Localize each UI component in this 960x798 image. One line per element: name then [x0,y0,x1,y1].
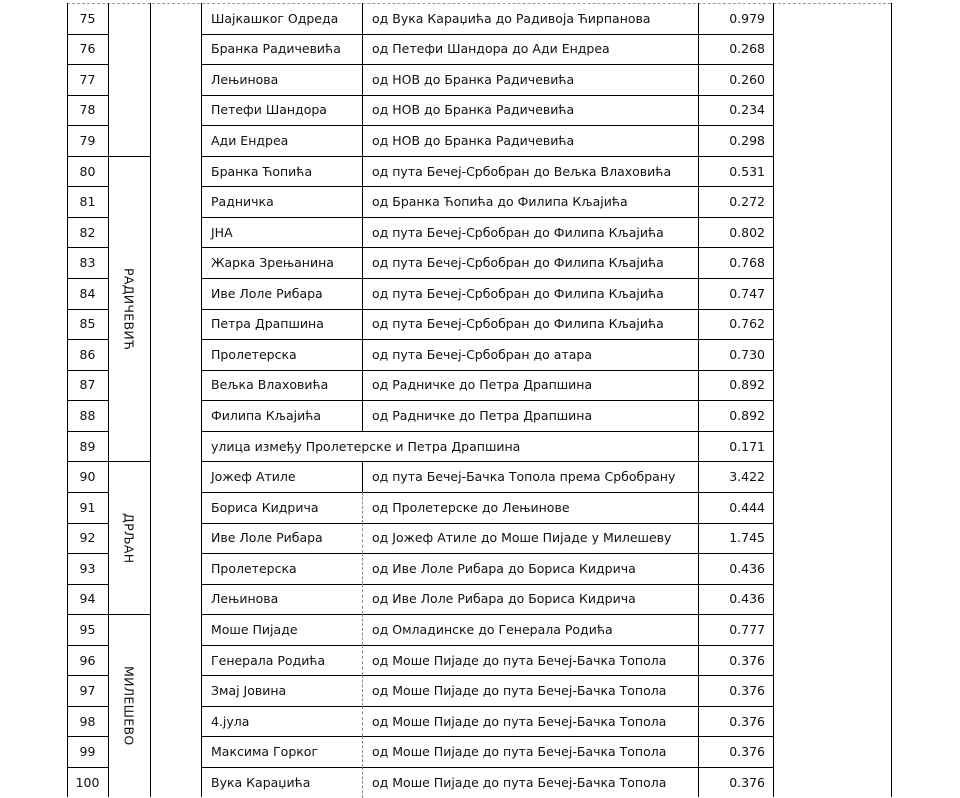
length-km: 0.436 [729,560,765,576]
street-name: Шајкашког Одреда [211,10,339,26]
row-number: 83 [79,255,96,271]
street-name: Лењинова [211,591,279,607]
street-section: од пута Бечеј-Србобран до Филипа Кљајића [372,255,664,271]
row-number: 75 [79,10,96,26]
length-km: 0.531 [729,163,765,179]
row-number: 84 [79,285,96,301]
street-name: Лењинова [211,71,279,87]
length-km: 0.376 [729,774,765,790]
row-number: 96 [79,652,96,668]
street-name: Бранка Радичевића [211,41,341,57]
row-number: 86 [79,346,96,362]
street-section: од НОВ до Бранка Радичевића [372,102,575,118]
length-km: 0.892 [729,408,765,424]
region-cell [108,614,150,797]
region-cell [108,461,150,614]
row-number: 88 [79,408,96,424]
length-km: 0.444 [729,499,765,515]
street-section: од пута Бечеј-Србобран до Вељка Влаховића [372,163,672,179]
length-km: 0.171 [729,438,765,454]
street-name: Максима Горког [211,744,319,760]
length-km: 0.376 [729,652,765,668]
street-name: Пролетерска [211,560,297,576]
street-name: Иве Лоле Рибара [211,285,323,301]
length-km: 0.260 [729,71,765,87]
length-km: 0.268 [729,41,765,57]
row-number: 92 [79,530,96,546]
region-cell [108,156,150,462]
length-km: 0.376 [729,713,765,729]
row-number: 78 [79,102,96,118]
street-name: Бориса Кидрича [211,499,319,515]
row-number: 85 [79,316,96,332]
region-label: ДРЉАН [121,512,137,563]
street-name: Ади Ендреа [211,133,289,148]
street-name: Петра Драпшина [211,316,324,332]
street-name: Жарка Зрењанина [211,255,334,271]
street-section: од Петефи Шандора до Ади Ендреа [372,41,610,57]
right-margin-rule [891,3,892,797]
row-number: 82 [79,224,96,240]
street-section: од пута Бечеј-Србобран до Филипа Кљајића [372,224,664,240]
row-number: 100 [75,774,100,790]
street-section: од НОВ до Бранка Радичевића [372,133,575,148]
row-number: 80 [79,163,96,179]
length-km: 0.892 [729,377,765,393]
street-name: Змај Јовина [211,683,287,699]
row-number: 98 [79,713,96,729]
length-km: 0.376 [729,744,765,760]
value-column-right-border [773,3,774,797]
street-section: од Моше Пијаде до пута Бечеј-Бачка Топола [372,652,667,668]
street-section: од пута Бечеј-Србобран до Филипа Кљајића [372,285,664,301]
length-km: 0.762 [729,316,765,332]
street-description-merged: улица између Пролетерске и Петра Драпшина [211,438,521,454]
street-section: од пута Бечеј-Србобран до Филипа Кљајића [372,316,664,332]
street-section: од Иве Лоле Рибара до Бориса Кидрича [372,591,636,607]
length-km: 0.376 [729,683,765,699]
row-number: 97 [79,683,96,699]
street-name: Радничка [211,194,274,210]
row-number: 79 [79,133,96,148]
street-name: Петефи Шандора [211,102,327,118]
length-km: 0.272 [729,194,765,210]
length-km: 1.745 [729,530,765,546]
length-km: 0.747 [729,285,765,301]
street-section: од Радничке до Петра Драпшина [372,377,593,393]
street-section: од Моше Пијаде до пута Бечеј-Бачка Топола [372,713,667,729]
length-km: 0.234 [729,102,765,118]
region-label: МИЛЕШЕВО [121,665,137,746]
length-km: 0.768 [729,255,765,271]
row-number: 99 [79,744,96,760]
row-number: 94 [79,591,96,607]
street-name: Пролетерска [211,346,297,362]
street-name: Генерала Родића [211,652,326,668]
row-number: 89 [79,438,96,454]
region-cell [108,3,150,156]
region-column-border [150,3,151,797]
street-section: од Моше Пијаде до пута Бечеј-Бачка Топола [372,774,667,790]
region-label: РАДИЧЕВИЋ [121,267,137,350]
length-km: 0.730 [729,346,765,362]
street-name: Филипа Кљајића [211,408,322,424]
row-number: 95 [79,621,96,637]
street-section: од Моше Пијаде до пута Бечеј-Бачка Топола [372,744,667,760]
row-number: 93 [79,560,96,576]
street-name: Вељка Влаховића [211,377,329,393]
length-km: 0.802 [729,224,765,240]
street-name: Јожеф Атиле [211,469,296,485]
row-number: 90 [79,469,96,485]
street-section: од Радничке до Петра Драпшина [372,408,593,424]
length-km: 3.422 [729,469,765,485]
street-name: Иве Лоле Рибара [211,530,323,546]
street-section: од Јожеф Атиле до Моше Пијаде у Милешеву [372,530,672,546]
street-name: 4.јула [211,713,250,729]
street-section: од Моше Пијаде до пута Бечеј-Бачка Топола [372,683,667,699]
street-name: Вука Караџића [211,774,311,790]
row-number: 76 [79,41,96,57]
street-section: од пута Бечеј-Србобран до атара [372,346,593,362]
row-number: 81 [79,194,96,210]
length-km: 0.777 [729,621,765,637]
length-km: 0.979 [729,10,765,26]
street-section: од Вука Караџића до Радивоја Ћирпанова [372,10,651,26]
street-section: од НОВ до Бранка Радичевића [372,71,575,87]
length-km: 0.436 [729,591,765,607]
street-name: Бранка Ћопића [211,163,313,179]
street-name: Моше Пијаде [211,621,298,637]
row-number: 91 [79,499,96,515]
row-number: 87 [79,377,96,393]
row-number: 77 [79,71,96,87]
street-section: од Бранка Ћопића до Филипа Кљајића [372,194,628,210]
street-section: од пута Бечеј-Бачка Топола према Србобрану [372,469,676,485]
street-name: ЈНА [211,224,233,240]
street-section: од Иве Лоле Рибара до Бориса Кидрича [372,560,636,576]
street-section: од Омладинске до Генерала Родића [372,621,613,637]
street-section: од Пролетерске до Лењинове [372,499,570,515]
length-km: 0.298 [729,133,765,148]
